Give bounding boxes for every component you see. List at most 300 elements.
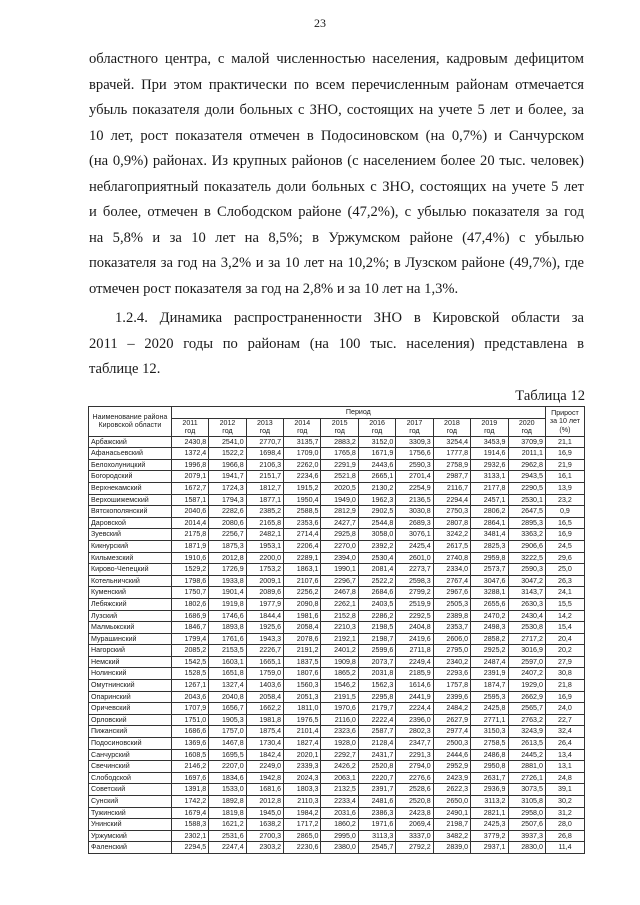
value-cell: 2425,3: [471, 819, 508, 831]
value-cell: 2902,5: [358, 506, 395, 518]
value-cell: 3076,1: [396, 529, 433, 541]
value-cell: 2323,6: [321, 726, 358, 738]
text-line: 2011 – 2020 годы по районам (на 100 тыс. населения) представлена в: [89, 335, 584, 352]
value-cell: 2490,1: [433, 807, 470, 819]
value-cell: 1909,8: [321, 656, 358, 668]
value-cell: 2419,6: [396, 633, 433, 645]
value-cell: 1811,0: [284, 703, 321, 715]
value-cell: 2247,4: [209, 842, 246, 854]
value-cell: 2457,1: [471, 494, 508, 506]
value-cell: 1686,9: [171, 610, 208, 622]
value-cell: 2107,6: [284, 575, 321, 587]
value-cell: 2256,2: [284, 587, 321, 599]
table-row: [89, 738, 585, 750]
value-cell: 2290,5: [508, 482, 545, 494]
value-cell: 1914,6: [471, 448, 508, 460]
value-cell: 2987,7: [433, 471, 470, 483]
increase-cell: 29,6: [545, 552, 584, 564]
table-row: [89, 459, 585, 471]
value-cell: 2573,7: [471, 564, 508, 576]
value-cell: 2136,5: [396, 494, 433, 506]
increase-cell: 30,2: [545, 796, 584, 808]
value-cell: 2807,8: [433, 517, 470, 529]
value-cell: 1984,2: [284, 807, 321, 819]
district-name: Даровской: [89, 517, 172, 529]
value-cell: 2063,1: [321, 772, 358, 784]
value-cell: 1863,1: [284, 564, 321, 576]
value-cell: 2520,8: [396, 796, 433, 808]
value-cell: 2262,1: [321, 598, 358, 610]
value-cell: 2597,0: [508, 656, 545, 668]
value-cell: 1686,6: [171, 726, 208, 738]
value-cell: 2763,2: [508, 714, 545, 726]
value-cell: 2430,8: [171, 436, 208, 448]
value-cell: 1603,1: [209, 656, 246, 668]
value-cell: 1662,2: [246, 703, 283, 715]
increase-cell: 28,0: [545, 819, 584, 831]
value-cell: 3030,8: [396, 506, 433, 518]
district-name: Богородский: [89, 471, 172, 483]
value-cell: 2392,2: [358, 540, 395, 552]
value-cell: 1757,0: [209, 726, 246, 738]
value-cell: 2806,2: [471, 506, 508, 518]
district-name: Унинский: [89, 819, 172, 831]
value-cell: 2385,2: [246, 506, 283, 518]
value-cell: 2386,3: [358, 807, 395, 819]
value-cell: 2101,4: [284, 726, 321, 738]
value-cell: 3363,2: [508, 529, 545, 541]
value-cell: 2441,9: [396, 691, 433, 703]
table-row: [89, 680, 585, 692]
value-cell: 2500,3: [433, 738, 470, 750]
value-cell: 2858,2: [471, 633, 508, 645]
value-cell: 1846,7: [171, 622, 208, 634]
value-cell: 1905,3: [209, 714, 246, 726]
value-cell: 1933,8: [209, 575, 246, 587]
value-cell: 3243,9: [508, 726, 545, 738]
value-cell: 2740,8: [433, 552, 470, 564]
value-cell: 3016,9: [508, 645, 545, 657]
value-cell: 1753,2: [246, 564, 283, 576]
table-row: [89, 575, 585, 587]
district-name: Мурашинский: [89, 633, 172, 645]
paragraph-2: [89, 306, 584, 383]
value-cell: 2426,2: [321, 761, 358, 773]
value-cell: 1665,1: [246, 656, 283, 668]
value-cell: 2043,6: [171, 691, 208, 703]
value-cell: 2952,9: [433, 761, 470, 773]
value-cell: 2198,7: [433, 819, 470, 831]
header-year: 2013 год: [246, 418, 283, 436]
value-cell: 2051,3: [284, 691, 321, 703]
value-cell: 1928,0: [321, 738, 358, 750]
value-cell: 1707,9: [171, 703, 208, 715]
text-line: показателя за год на 3,2% и за 10 лет на 10,2%; в Лузском районе (49,7%), где: [89, 255, 584, 271]
value-cell: 2198,7: [358, 633, 395, 645]
value-cell: 2595,3: [471, 691, 508, 703]
value-cell: 2116,7: [433, 482, 470, 494]
value-cell: 3152,0: [358, 436, 395, 448]
value-cell: 1651,8: [209, 668, 246, 680]
value-cell: 2270,0: [321, 540, 358, 552]
value-cell: 2334,0: [433, 564, 470, 576]
table-row: [89, 471, 585, 483]
value-cell: 1672,7: [171, 482, 208, 494]
value-cell: 2291,3: [396, 749, 433, 761]
value-cell: 2291,9: [321, 459, 358, 471]
value-cell: 2340,2: [433, 656, 470, 668]
value-cell: 2521,8: [321, 471, 358, 483]
value-cell: 2089,6: [246, 587, 283, 599]
value-cell: 1697,6: [171, 772, 208, 784]
text-line: (на 0,9%) районах. Из крупных районов (с населением более 20 тыс. человек): [89, 153, 584, 169]
value-cell: 2606,0: [433, 633, 470, 645]
value-cell: 2080,6: [209, 517, 246, 529]
value-cell: 2771,1: [471, 714, 508, 726]
value-cell: 2282,6: [209, 506, 246, 518]
value-cell: 1709,0: [284, 448, 321, 460]
increase-cell: 11,4: [545, 842, 584, 854]
value-cell: 2407,2: [508, 668, 545, 680]
table-row: [89, 726, 585, 738]
value-cell: 1803,3: [284, 784, 321, 796]
district-name: Советский: [89, 784, 172, 796]
value-cell: 1865,2: [321, 668, 358, 680]
increase-cell: 15,4: [545, 622, 584, 634]
value-cell: 2249,0: [246, 761, 283, 773]
value-cell: 2256,7: [209, 529, 246, 541]
value-cell: 2717,2: [508, 633, 545, 645]
value-cell: 3058,0: [358, 529, 395, 541]
value-cell: 3453,9: [471, 436, 508, 448]
value-cell: 1724,3: [209, 482, 246, 494]
value-cell: 2423,9: [433, 772, 470, 784]
value-cell: 2404,8: [396, 622, 433, 634]
value-cell: 1742,2: [171, 796, 208, 808]
value-cell: 2627,9: [433, 714, 470, 726]
value-cell: 2950,8: [471, 761, 508, 773]
value-cell: 1765,8: [321, 448, 358, 460]
value-cell: 1874,7: [471, 680, 508, 692]
value-cell: 2226,7: [246, 645, 283, 657]
value-cell: 3482,2: [433, 830, 470, 842]
value-cell: 1761,6: [209, 633, 246, 645]
district-name: Санчурский: [89, 749, 172, 761]
page-number: 23: [314, 16, 326, 30]
value-cell: 3481,4: [471, 529, 508, 541]
value-cell: 2394,0: [321, 552, 358, 564]
table-row: [89, 703, 585, 715]
value-cell: 2470,2: [471, 610, 508, 622]
text-line: неблагоприятный показатель доли больных с ЗНО, состоящих на учете 5 лет: [89, 178, 584, 195]
value-cell: 2590,3: [508, 564, 545, 576]
value-cell: 2391,7: [358, 784, 395, 796]
district-name: Лебяжский: [89, 598, 172, 610]
table-row: [89, 448, 585, 460]
value-cell: 2792,2: [396, 842, 433, 854]
value-cell: 2864,1: [471, 517, 508, 529]
value-cell: 1529,2: [171, 564, 208, 576]
value-cell: 1901,4: [209, 587, 246, 599]
value-cell: 1267,1: [171, 680, 208, 692]
header-year: 2014 год: [284, 418, 321, 436]
value-cell: 2830,0: [508, 842, 545, 854]
district-name: Тужинский: [89, 807, 172, 819]
district-name: Малмыжский: [89, 622, 172, 634]
value-cell: 1837,5: [284, 656, 321, 668]
paragraph-1: [89, 47, 584, 302]
table-row: [89, 494, 585, 506]
value-cell: 2165,8: [246, 517, 283, 529]
value-cell: 2467,8: [321, 587, 358, 599]
value-cell: 2391,9: [471, 668, 508, 680]
increase-cell: 25,0: [545, 564, 584, 576]
increase-cell: 16,5: [545, 517, 584, 529]
value-cell: 2839,0: [433, 842, 470, 854]
table-row: [89, 749, 585, 761]
value-cell: 1656,7: [209, 703, 246, 715]
table-row: [89, 506, 585, 518]
value-cell: 1533,0: [209, 784, 246, 796]
table-row: [89, 540, 585, 552]
value-cell: 2711,8: [396, 645, 433, 657]
value-cell: 1844,4: [246, 610, 283, 622]
value-cell: 1726,9: [209, 564, 246, 576]
value-cell: 2031,8: [358, 668, 395, 680]
table-row: [89, 610, 585, 622]
value-cell: 2665,1: [358, 471, 395, 483]
increase-cell: 20,4: [545, 633, 584, 645]
value-cell: 2110,3: [284, 796, 321, 808]
value-cell: 1757,8: [433, 680, 470, 692]
value-cell: 2617,5: [433, 540, 470, 552]
value-cell: 2799,2: [396, 587, 433, 599]
value-cell: 2081,4: [358, 564, 395, 576]
value-cell: 2403,5: [358, 598, 395, 610]
value-cell: 2544,8: [358, 517, 395, 529]
district-name: Слободской: [89, 772, 172, 784]
table-row: [89, 529, 585, 541]
value-cell: 2073,7: [358, 656, 395, 668]
value-cell: 2962,8: [508, 459, 545, 471]
value-cell: 2058,4: [284, 622, 321, 634]
value-cell: 2700,3: [246, 830, 283, 842]
value-cell: 2230,6: [284, 842, 321, 854]
value-cell: 2505,3: [433, 598, 470, 610]
value-cell: 2444,6: [433, 749, 470, 761]
value-cell: 2425,4: [396, 540, 433, 552]
value-cell: 1807,6: [284, 668, 321, 680]
value-cell: 2191,5: [321, 691, 358, 703]
value-cell: 2380,0: [321, 842, 358, 854]
value-cell: 1528,5: [171, 668, 208, 680]
value-cell: 2234,6: [284, 471, 321, 483]
value-cell: 2179,7: [358, 703, 395, 715]
table-row: [89, 668, 585, 680]
text-line: 1.2.4. Динамика распространенности ЗНО в Кировской области за: [115, 310, 584, 326]
header-period: Период: [171, 407, 545, 419]
value-cell: 1875,4: [246, 726, 283, 738]
value-cell: 2292,5: [396, 610, 433, 622]
increase-cell: 24,1: [545, 587, 584, 599]
text-line: на 5,8% и за 10 лет на 8,5%; в Уржумском районе (47,4%) с убылью: [89, 229, 584, 246]
value-cell: 1919,8: [209, 598, 246, 610]
value-cell: 1681,6: [246, 784, 283, 796]
district-name: Нолинский: [89, 668, 172, 680]
district-name: Белохолуницкий: [89, 459, 172, 471]
value-cell: 1976,5: [284, 714, 321, 726]
value-cell: 1671,9: [358, 448, 395, 460]
value-cell: 1990,1: [321, 564, 358, 576]
value-cell: 2012,8: [246, 796, 283, 808]
value-cell: 3337,0: [396, 830, 433, 842]
text-line: областного центра, с малой численностью населения, кадровым дефицитом: [89, 51, 584, 67]
value-cell: 2012,8: [209, 552, 246, 564]
value-cell: 2445,2: [508, 749, 545, 761]
value-cell: 2153,5: [209, 645, 246, 657]
value-cell: 2750,3: [433, 506, 470, 518]
value-cell: 2293,6: [433, 668, 470, 680]
value-cell: 1950,4: [284, 494, 321, 506]
value-cell: 2079,1: [171, 471, 208, 483]
district-name: Немский: [89, 656, 172, 668]
increase-cell: 21,8: [545, 680, 584, 692]
value-cell: 2207,0: [209, 761, 246, 773]
value-cell: 1542,5: [171, 656, 208, 668]
value-cell: 1467,8: [209, 738, 246, 750]
value-cell: 1942,8: [246, 772, 283, 784]
table-row: [89, 622, 585, 634]
value-cell: 2588,5: [284, 506, 321, 518]
value-cell: 2401,2: [321, 645, 358, 657]
value-cell: 2599,6: [358, 645, 395, 657]
increase-cell: 16,9: [545, 448, 584, 460]
value-cell: 2883,2: [321, 436, 358, 448]
value-cell: 3073,5: [508, 784, 545, 796]
increase-cell: 15,5: [545, 598, 584, 610]
value-cell: 2009,1: [246, 575, 283, 587]
table-caption: Таблица 12: [515, 388, 585, 404]
increase-cell: 24,8: [545, 772, 584, 784]
value-cell: 2825,3: [471, 540, 508, 552]
value-cell: 1403,6: [246, 680, 283, 692]
value-cell: 1981,8: [246, 714, 283, 726]
value-cell: 2249,4: [396, 656, 433, 668]
value-cell: 2630,3: [508, 598, 545, 610]
value-cell: 1827,4: [284, 738, 321, 750]
value-cell: 1695,5: [209, 749, 246, 761]
value-cell: 2040,8: [209, 691, 246, 703]
district-name: Кикнурский: [89, 540, 172, 552]
header-year: 2015 год: [321, 418, 358, 436]
increase-cell: 16,9: [545, 529, 584, 541]
table-row: [89, 784, 585, 796]
value-cell: 2530,1: [508, 494, 545, 506]
value-cell: 1562,3: [358, 680, 395, 692]
value-cell: 2959,8: [471, 552, 508, 564]
value-cell: 2714,4: [284, 529, 321, 541]
value-cell: 1798,6: [171, 575, 208, 587]
district-name: Орловский: [89, 714, 172, 726]
value-cell: 3135,7: [284, 436, 321, 448]
increase-cell: 16,1: [545, 471, 584, 483]
value-cell: 1638,2: [246, 819, 283, 831]
value-cell: 2302,1: [171, 830, 208, 842]
value-cell: 1522,2: [209, 448, 246, 460]
value-cell: 2650,0: [433, 796, 470, 808]
value-cell: 1679,4: [171, 807, 208, 819]
district-name: Нагорский: [89, 645, 172, 657]
value-cell: 2177,8: [471, 482, 508, 494]
value-cell: 1587,1: [171, 494, 208, 506]
value-cell: 2482,1: [246, 529, 283, 541]
header-district: Наименование района Кировской области: [89, 407, 172, 437]
district-name: Уржумский: [89, 830, 172, 842]
district-name: Подосиновский: [89, 738, 172, 750]
value-cell: 1717,2: [284, 819, 321, 831]
value-cell: 1834,6: [209, 772, 246, 784]
value-cell: 2294,4: [433, 494, 470, 506]
district-name: Оричевский: [89, 703, 172, 715]
increase-cell: 13,1: [545, 761, 584, 773]
value-cell: 1799,4: [171, 633, 208, 645]
value-cell: 1621,2: [209, 819, 246, 831]
increase-cell: 21,1: [545, 436, 584, 448]
value-cell: 1372,4: [171, 448, 208, 460]
value-cell: 3143,7: [508, 587, 545, 599]
value-cell: 2198,5: [358, 622, 395, 634]
value-cell: 3709,9: [508, 436, 545, 448]
value-cell: 1892,8: [209, 796, 246, 808]
value-cell: 2977,4: [433, 726, 470, 738]
value-cell: 2286,2: [358, 610, 395, 622]
district-name: Лузский: [89, 610, 172, 622]
value-cell: 1871,9: [171, 540, 208, 552]
value-cell: 2106,3: [246, 459, 283, 471]
value-cell: 1819,8: [209, 807, 246, 819]
value-cell: 2522,2: [358, 575, 395, 587]
value-cell: 1860,2: [321, 819, 358, 831]
value-cell: 2347,7: [396, 738, 433, 750]
value-cell: 2353,6: [284, 517, 321, 529]
value-cell: 2925,2: [471, 645, 508, 657]
value-cell: 2726,1: [508, 772, 545, 784]
value-cell: 3047,2: [508, 575, 545, 587]
value-cell: 1970,6: [321, 703, 358, 715]
table-row: [89, 807, 585, 819]
value-cell: 3105,8: [508, 796, 545, 808]
value-cell: 2289,1: [284, 552, 321, 564]
value-cell: 3113,2: [471, 796, 508, 808]
header-year: 2020 год: [508, 418, 545, 436]
district-name: Фаленский: [89, 842, 172, 854]
value-cell: 2631,7: [471, 772, 508, 784]
district-name: Сунский: [89, 796, 172, 808]
value-cell: 2399,6: [433, 691, 470, 703]
value-cell: 1812,7: [246, 482, 283, 494]
value-cell: 1949,0: [321, 494, 358, 506]
value-cell: 1614,6: [396, 680, 433, 692]
value-cell: 2220,7: [358, 772, 395, 784]
value-cell: 2132,5: [321, 784, 358, 796]
value-cell: 2128,4: [358, 738, 395, 750]
value-cell: 3047,6: [471, 575, 508, 587]
value-cell: 2294,5: [171, 842, 208, 854]
value-cell: 1925,6: [246, 622, 283, 634]
value-cell: 2014,4: [171, 517, 208, 529]
value-cell: 1971,6: [358, 819, 395, 831]
value-cell: 2020,5: [321, 482, 358, 494]
